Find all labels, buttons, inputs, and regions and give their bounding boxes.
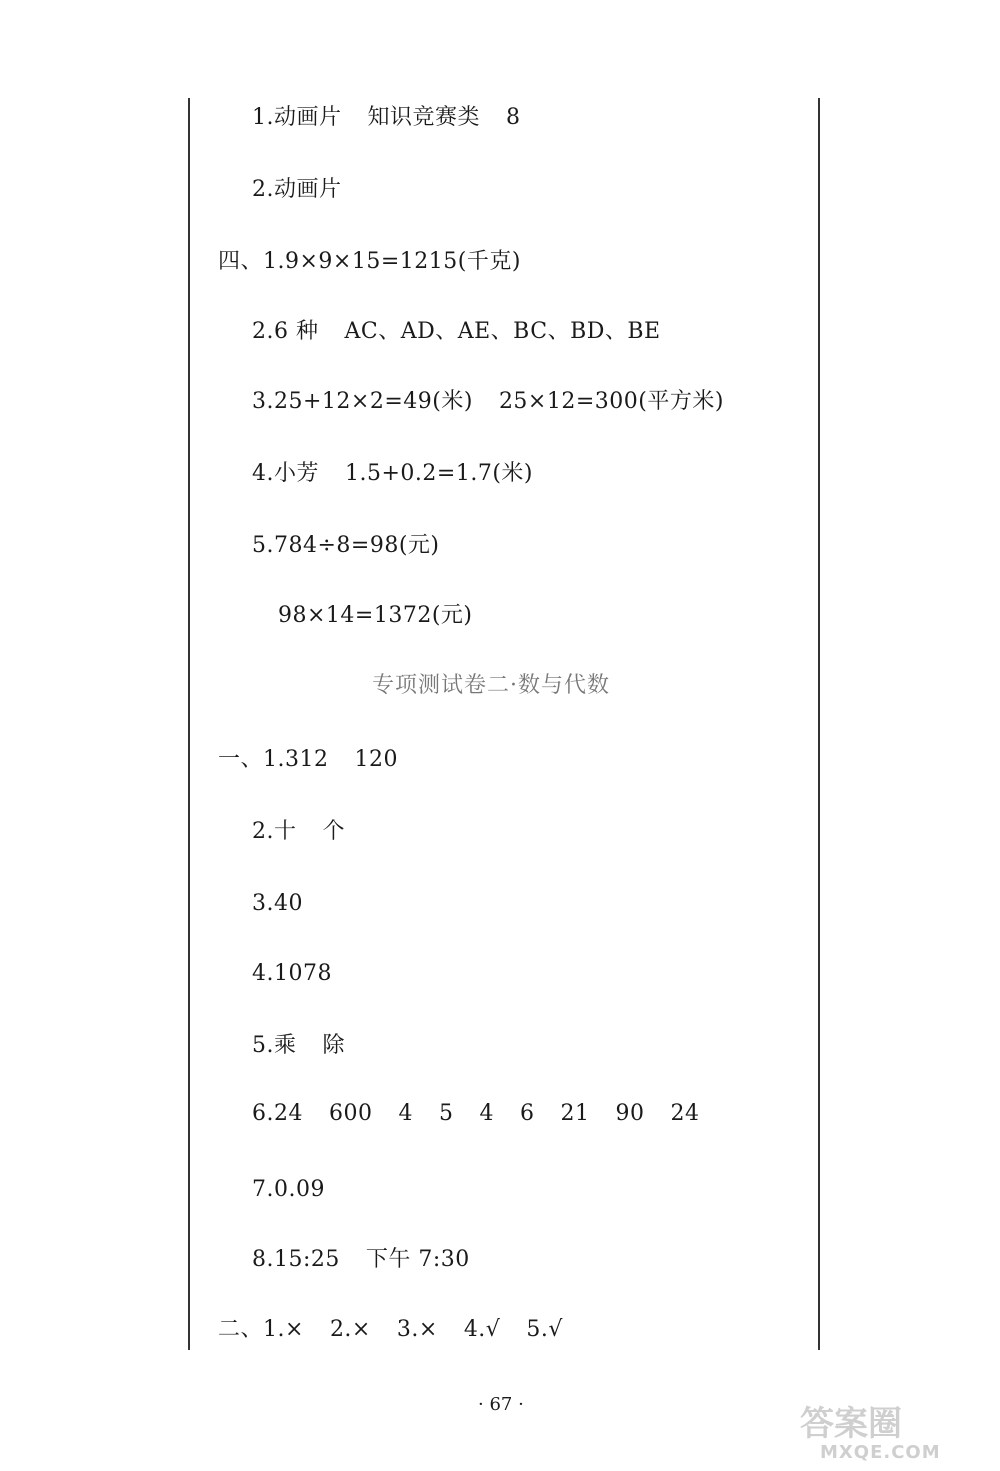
answer-text: 98×14=1372(元) bbox=[278, 603, 473, 628]
answer-text: 5.√ bbox=[526, 1317, 563, 1342]
answer-text: 个 bbox=[322, 819, 346, 844]
answer-line-14 bbox=[252, 1100, 699, 1128]
answer-text: 2.× bbox=[329, 1317, 371, 1342]
answer-text: 除 bbox=[322, 1033, 346, 1058]
answer-text: 7.0.09 bbox=[252, 1177, 325, 1202]
answer-line-16 bbox=[252, 1246, 470, 1274]
answer-text: 四、1.9×9×15=1215(千克) bbox=[218, 249, 521, 274]
answer-text: 5 bbox=[438, 1101, 454, 1126]
answer-line-6 bbox=[252, 460, 533, 488]
watermark-logo bbox=[800, 1405, 990, 1465]
answer-line-5 bbox=[252, 388, 724, 416]
answer-text: 5.乘 bbox=[252, 1033, 297, 1058]
answer-text: 120 bbox=[354, 747, 398, 772]
answer-text: 2.6 种 bbox=[252, 319, 319, 344]
answer-text: 下午 7:30 bbox=[365, 1247, 470, 1272]
answer-line-15 bbox=[252, 1176, 325, 1204]
answer-line-12 bbox=[252, 960, 332, 988]
answer-line-2 bbox=[252, 176, 342, 204]
answer-line-17 bbox=[218, 1316, 563, 1344]
answer-text: 4.小芳 bbox=[252, 461, 319, 486]
answer-text: 一、1.312 bbox=[218, 747, 329, 772]
section-title: 专项测试卷二·数与代数 bbox=[372, 673, 610, 698]
answer-line-1 bbox=[252, 104, 521, 132]
page-number: · 67 · bbox=[478, 1394, 524, 1415]
answer-text: 600 bbox=[328, 1101, 373, 1126]
watermark-domain: MXQE.COM bbox=[820, 1442, 941, 1463]
answer-line-3 bbox=[218, 248, 521, 276]
answer-text: 4 bbox=[398, 1101, 413, 1126]
answer-text: 6.24 bbox=[252, 1101, 303, 1126]
answer-text: 4.1078 bbox=[252, 961, 332, 986]
answer-text: 8 bbox=[506, 105, 521, 130]
answer-text: 2.十 bbox=[252, 819, 297, 844]
answer-text: 8.15:25 bbox=[252, 1247, 340, 1272]
answer-text: 5.784÷8=98(元) bbox=[252, 533, 440, 558]
answer-line-4 bbox=[252, 318, 661, 346]
watermark-text: 答案圈 bbox=[800, 1404, 902, 1444]
answer-text: 4.√ bbox=[463, 1317, 501, 1342]
left-margin-rule bbox=[188, 98, 190, 1350]
answer-text: 25×12=300(平方米) bbox=[498, 389, 724, 414]
answer-line-7 bbox=[252, 532, 440, 560]
answer-text: 90 bbox=[615, 1101, 645, 1126]
answer-text: 2.动画片 bbox=[252, 177, 342, 202]
answer-text: 1.5+0.2=1.7(米) bbox=[345, 461, 533, 486]
answer-text: 4 bbox=[479, 1101, 494, 1126]
answer-text: 3.40 bbox=[252, 891, 303, 916]
right-margin-rule bbox=[818, 98, 820, 1350]
answer-text: 知识竞赛类 bbox=[367, 105, 481, 130]
answer-text: 6 bbox=[519, 1101, 535, 1126]
answer-text: 二、1.× bbox=[218, 1317, 304, 1342]
answer-text: 1.动画片 bbox=[252, 105, 342, 130]
answer-text: 21 bbox=[560, 1101, 590, 1126]
answer-line-11 bbox=[252, 890, 303, 918]
answer-line-10 bbox=[252, 818, 345, 846]
answer-text: 3.× bbox=[396, 1317, 438, 1342]
answer-line-13 bbox=[252, 1032, 345, 1060]
answer-text: AC、AD、AE、BC、BD、BE bbox=[344, 319, 661, 344]
answer-line-9 bbox=[218, 746, 398, 774]
answer-text: 3.25+12×2=49(米) bbox=[252, 389, 473, 414]
answer-line-8 bbox=[278, 602, 473, 630]
answer-text: 24 bbox=[670, 1101, 700, 1126]
